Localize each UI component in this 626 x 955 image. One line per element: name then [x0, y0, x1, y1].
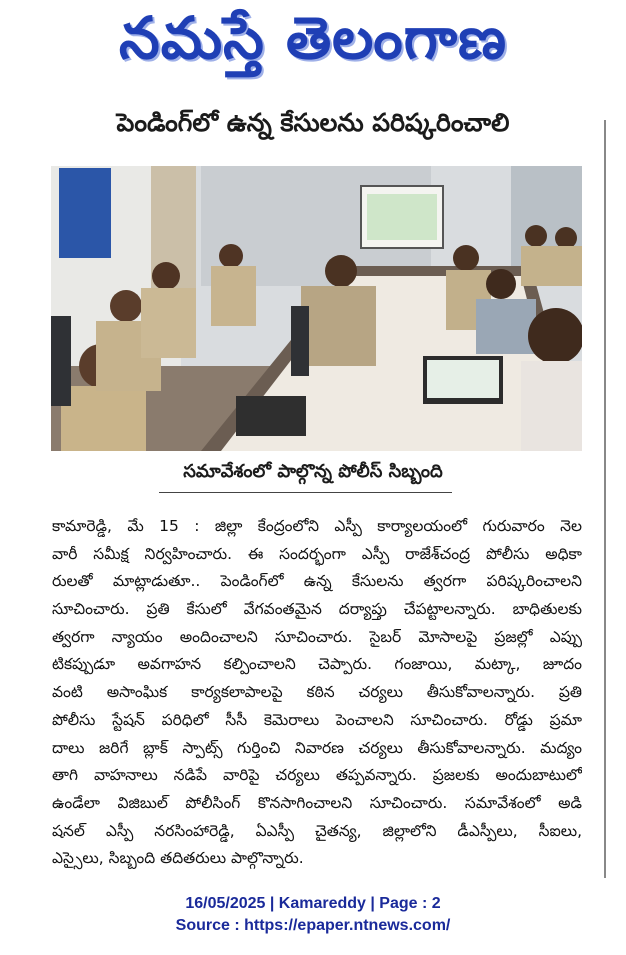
article-line: తాగి వాహనాలు నడిపే వారిపై చర్యలు తప్పవన్నారు. ప్రజలకు అందుబాటులో [52, 766, 582, 785]
article-body [52, 513, 582, 873]
column-divider [604, 120, 606, 878]
article-line: వారీ సమీక్ష నిర్వహించారు. ఈ సందర్భంగా ఎస్పీ రాజేశ్‌చంద్ర పోలీసు అధికా [52, 544, 582, 563]
article-headline: పెండింగ్‌లో ఉన్న కేసులను పరిష్కరించాలి [116, 108, 510, 137]
photo-caption: సమావేశంలో పాల్గొన్న పోలీస్ సిబ్బంది [183, 461, 443, 482]
article-line: పోలీసు స్టేషన్ పరిధిలో సీసీ కెమెరాలు పెంచాలని సూచించారు. రోడ్డు ప్రమా [52, 710, 582, 729]
article-line: త్వరగా న్యాయం అందించాలని సూచించారు. సైబర్ మోసాలపై ప్రజల్లో ఎప్పు [52, 627, 582, 646]
caption-underline [159, 492, 452, 493]
newspaper-masthead [0, 0, 626, 90]
article-line: షనల్ ఎస్పీ నరసింహారెడ్డి, ఏఎస్పీ చైతన్య, జిల్లాలోని డీఎస్పీలు, సీఐలు, [52, 821, 582, 840]
article-line: టికప్పుడూ అవగాహన కల్పించాలని చెప్పారు. గంజాయి, మట్కా, జూదం [52, 655, 582, 674]
page-footer [0, 893, 626, 937]
article-line: వంటి అసాంఘిక కార్యకలాపాలపై కఠిన చర్యలు తీసుకోవాలన్నారు. ప్రతి [52, 683, 582, 702]
footer-source: Source : https://epaper.ntnews.com/ [175, 917, 451, 934]
meeting-photo-illustration [51, 166, 582, 451]
meeting-photo [51, 166, 582, 451]
article-line: ఉండేలా విజిబుల్ పోలీసింగ్ కొనసాగించాలని సూచించారు. సమావేశంలో అడి [52, 793, 582, 812]
footer-dateline: 16/05/2025 | Kamareddy | Page : 2 [185, 895, 441, 912]
article-line: సూచించారు. ప్రతి కేసులో వేగవంతమైన దర్యాప్తు చేపట్టాలన్నారు. బాధితులకు [52, 600, 582, 619]
article-line: దాలు జరిగే బ్లాక్ స్పాట్స్ గుర్తించి నివారణ చర్యలు తీసుకోవాలన్నారు. మద్యం [52, 738, 582, 757]
article-line: రులతో మాట్లాడుతూ.. పెండింగ్‌లో ఉన్న కేసులను త్వరగా పరిష్కరించాలని [52, 572, 582, 591]
article-line: కామారెడ్డి, మే 15 : జిల్లా కేంద్రంలోని ఎస్పీ కార్యాలయంలో గురువారం నెల [52, 517, 582, 535]
masthead-title: నమస్తే తెలంగాణ [119, 3, 507, 72]
article-line: ఎస్సైలు, సిబ్బంది తదితరులు పాల్గొన్నారు. [52, 849, 304, 868]
